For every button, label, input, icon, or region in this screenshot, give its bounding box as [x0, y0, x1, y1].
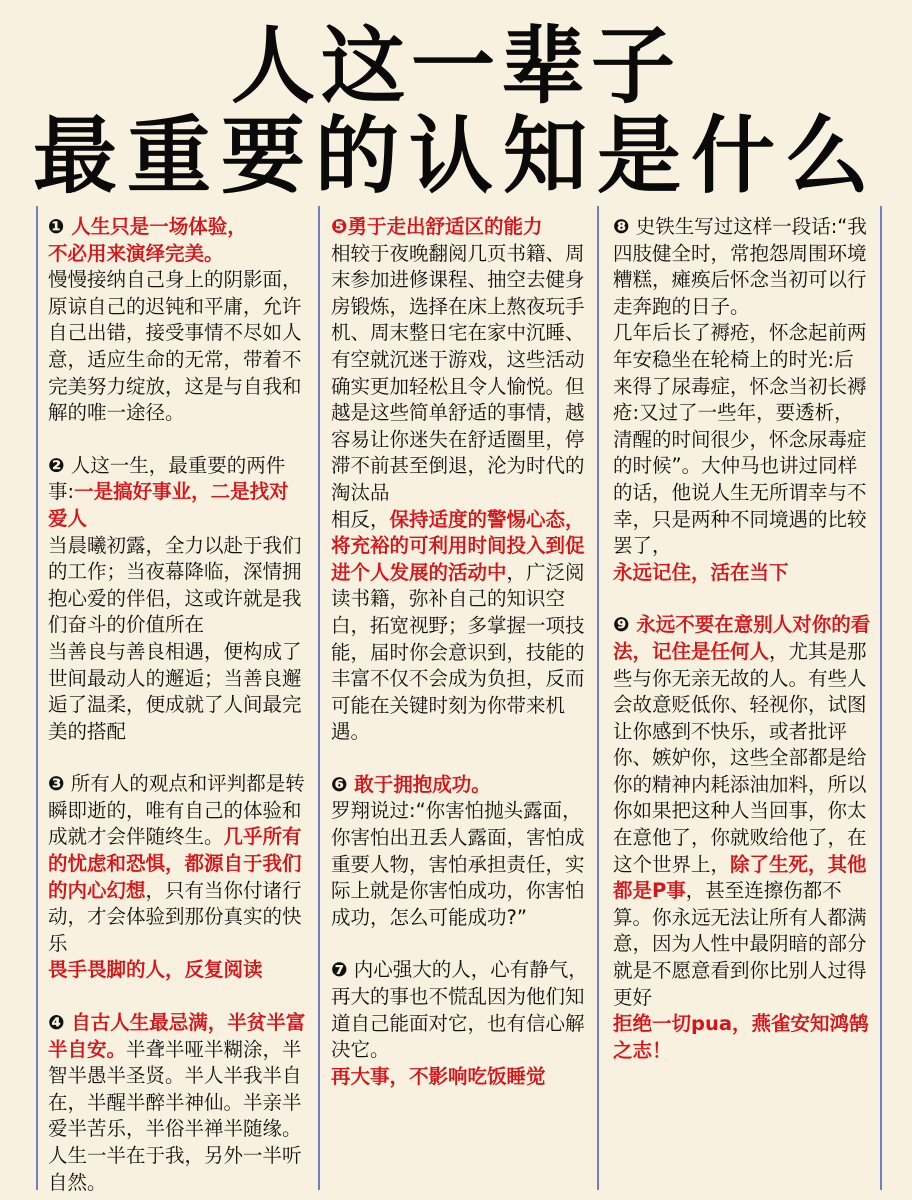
section-8-closing: 永远记住，活在当下	[613, 560, 789, 584]
section-2-body-1: 当晨曦初露，全力以赴于我们的工作；当夜幕降临，深情拥抱心爱的伴侣，这或许就是我们奋斗的价值所在	[48, 533, 302, 637]
section-3-closing: 畏手畏脚的人，反复阅读	[48, 958, 263, 982]
column-1	[48, 214, 306, 1196]
section-5-body: 相较于夜晚翻阅几页书籍、周末参加进修课程、抽空去健身房锻炼，选择在床上熬夜玩手机、周末整日宅在家中沉睡、有空就沉迷于游戏，这些活动确实更加轻松且令人愉悦。但越是这些简单舒适的事情，越容易让你迷失在舒适圈里，停滞不前甚至倒退，沦为时代的淘汰品	[331, 241, 585, 504]
section-6-body: 罗翔说过:“你害怕抛头露面，你害怕出丑丢人露面，害怕成重要人物，害怕承担责任，实际上就是你害怕成功，你害怕成功，怎么可能成功?”	[331, 799, 585, 929]
section-1-heading: ❶ 人生只是一场体验，	[48, 215, 247, 238]
section-7-closing: 再大事，不影响吃饭睡觉	[331, 1064, 546, 1088]
number-2-icon: ❷	[48, 453, 65, 477]
section-8-body-2: 几年后长了褥疮，怀念起前两年安稳坐在轮椅上的时光:后来得了尿毒症，怀念当初长褥疮:又过了一些年，要透析，清醒的时间很少，怀念尿毒症的时候”。大仲马也讲过同样的话，他说人生无所谓幸与不幸，只是两种不同境遇的比较罢了，	[613, 321, 867, 558]
number-8-icon: ❽	[613, 215, 630, 238]
column-2	[331, 214, 589, 1090]
section-4: ❹ 自古人生最忌满，半贫半富半自安。半聋半哑半糊涂，半智半愚半圣贤。半人半我半自在，半醒半醉半神仙。半亲半爱半苦乐，半俗半禅半随缘。人生一半在于我，另外一半听自然。	[48, 1011, 306, 1194]
section-9-body: ❾ 永远不要在意别人对你的看法，记住是任何人，尤其是那些与你无亲无故的人。有些人会故意贬低你、轻视你，试图让你感到不快乐，或者批评你、嫉妒你，这些全部都是给你的精神内耗添油加料，所以你如果把这种人当回事，你太在意他了，你就败给他了，在这个世界上，除了生死，其他都是P事，甚至连擦伤都不算。你永远无法让所有人都满意，因为人性中最阴暗的部分就是不愿意看到你比别人过得更好	[613, 613, 871, 1009]
section-6-heading: ❻ 敢于拥抱成功。	[331, 772, 491, 796]
number-1-icon: ❶	[48, 215, 65, 238]
section-1-body: 慢慢接纳自己身上的阴影面，原谅自己的迟钝和平庸，允许自己出错，接受事情不尽如人意，适应生命的无常，带着不完美努力绽放，这是与自我和解的唯一途径。	[48, 268, 302, 425]
number-7-icon: ❼	[331, 958, 348, 982]
page-title-line1: 人这一辈子	[230, 17, 681, 115]
section-7-body: ❼ 内心强大的人，心有静气，再大的事也不慌乱因为他们知道自己能面对它，也有信心解决它。	[331, 958, 588, 1062]
column-divider-1	[318, 206, 320, 1190]
section-5-advice: 相反，保持适度的警惕心态，将充裕的可利用时间投入到促进个人发展的活动中，广泛阅读书籍，弥补自己的知识空白，拓宽视野；多掌握一项技能，届时你会意识到，技能的丰富不仅不会成为负担，反而可能在关键时刻为你带来机遇。	[331, 507, 585, 744]
section-2-body-2: 当善良与善良相遇，便构成了世间最动人的邂逅；当善良邂逅了温柔，便成就了人间最完美的搭配	[48, 639, 302, 743]
column-divider-2	[597, 206, 599, 1190]
number-3-icon: ❸	[48, 772, 65, 796]
column-divider-right	[880, 206, 882, 1190]
number-4-icon: ❹	[48, 1011, 65, 1035]
number-6-icon: ❻	[331, 772, 348, 796]
number-9-icon: ❾	[613, 613, 630, 637]
section-5-heading: ❺勇于走出舒适区的能力	[331, 215, 543, 238]
section-1-heading-2: 不必用来演绎完美。	[48, 241, 224, 265]
section-2-heading: ❷ 人这一生，最重要的两件事:一是搞好事业，二是找对爱人	[48, 453, 289, 530]
section-9-closing: 拒绝一切pua，燕雀安知鸿鹄之志！	[613, 1012, 869, 1062]
page-title-line2: 最重要的认知是什么	[32, 107, 879, 205]
column-3	[613, 214, 871, 1064]
section-8-body-1: ❽ 史铁生写过这样一段话:“我四肢健全时，常抱怨周围环境糟糕，瘫痪后怀念当初可以行走奔跑的日子。	[613, 215, 867, 318]
section-3: ❸ 所有人的观点和评判都是转瞬即逝的，唯有自己的体验和成就才会伴随终生。几乎所有的忧虑和恐惧，都源自于我们的内心幻想，只有当你付诸行动，才会体验到那份真实的快乐	[48, 772, 305, 955]
column-divider-left	[36, 206, 38, 1190]
